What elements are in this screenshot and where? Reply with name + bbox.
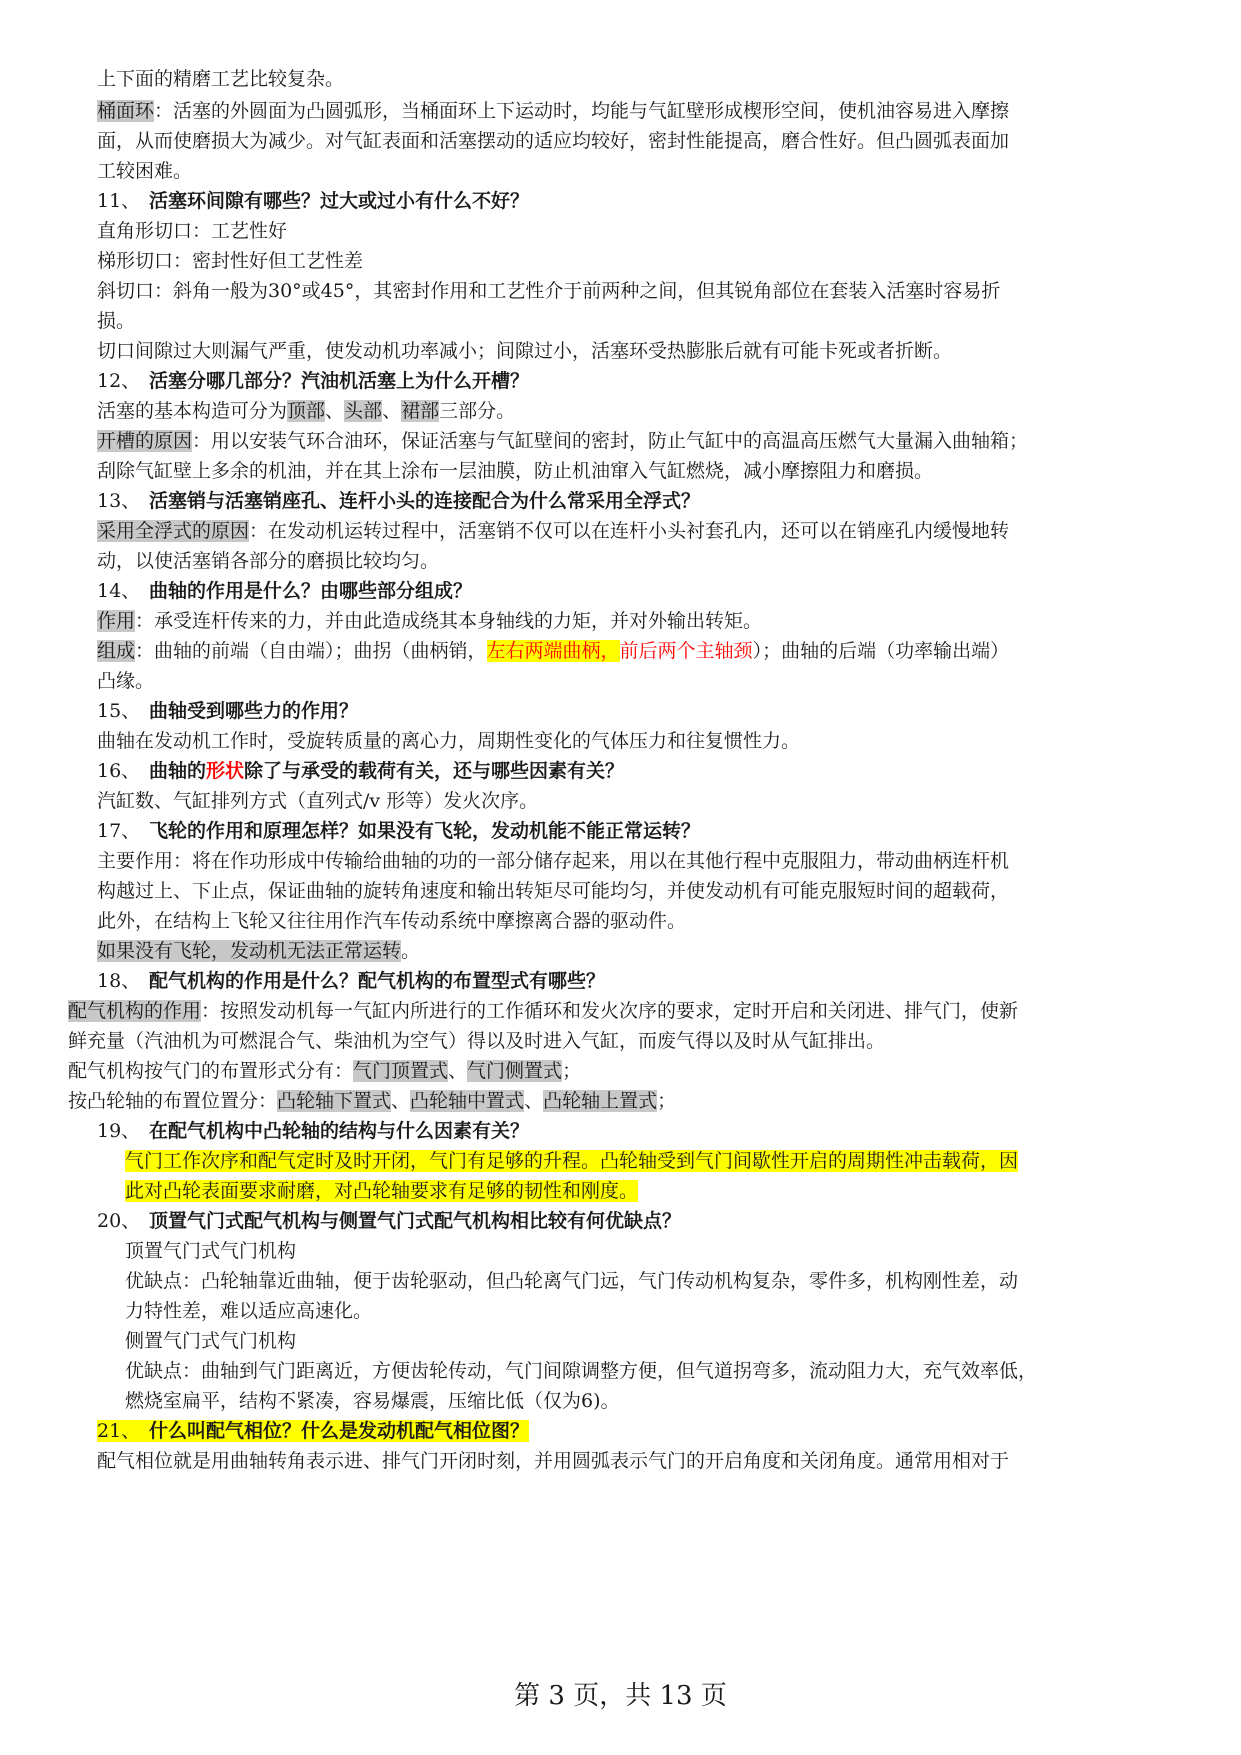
highlight-term: 如果没有飞轮，发动机无法正常运转 xyxy=(97,940,402,962)
highlight-term: 凸轮轴下置式 xyxy=(277,1090,392,1112)
text-line: 开槽的原因：用以安装气环合油环，保证活塞与气缸壁间的密封，防止气缸中的高温高压燃气大量漏入曲轴箱； xyxy=(97,430,1029,452)
text-line: 梯形切口：密封性好但工艺性差 xyxy=(97,250,364,272)
highlight-term: 头部 xyxy=(344,400,383,422)
highlight-term: 顶部 xyxy=(287,400,326,422)
highlight-term: 采用全浮式的原因 xyxy=(97,520,250,542)
highlight-term: 裙部 xyxy=(401,400,440,422)
highlight-term: 开槽的原因 xyxy=(97,430,193,452)
text-line: 优缺点：曲轴到气门距离近，方便齿轮传动，气门间隙调整方便，但气道拐弯多，流动阻力大，充气效率低， xyxy=(125,1360,1038,1382)
highlight-yellow: 气门工作次序和配气定时及时开闭，气门有足够的升程。凸轮轴受到气门间歇性开启的周期性冲击载荷，因 xyxy=(125,1150,1019,1172)
question-heading: 16、 曲轴的形状除了与承受的载荷有关，还与哪些因素有关？ xyxy=(97,760,625,782)
highlight-term: 桶面环 xyxy=(97,100,155,122)
highlight-yellow: 此对凸轮表面要求耐磨，对凸轮轴要求有足够的韧性和刚度。 xyxy=(125,1180,639,1202)
text-line: 桶面环：活塞的外圆面为凸圆弧形，当桶面环上下运动时，均能与气缸壁形成楔形空间，使机油容易进入摩擦 xyxy=(97,100,1010,122)
highlight-yellow: 左右两端曲柄， xyxy=(486,640,620,662)
question-heading: 15、 曲轴受到哪些力的作用？ xyxy=(97,700,359,722)
highlight-term: 凸轮轴中置式 xyxy=(410,1090,525,1112)
text-line: 优缺点：凸轮轴靠近曲轴，便于齿轮驱动，但凸轮离气门远，气门传动机构复杂，零件多，机构刚性差，动 xyxy=(125,1270,1019,1292)
text-line: 燃烧室扁平，结构不紧凑，容易爆震，压缩比低（仅为6)。 xyxy=(125,1390,620,1412)
page-footer: 第 3 页，共 13 页 xyxy=(514,1681,727,1711)
question-heading xyxy=(97,1416,529,1446)
text-line: 汽缸数、气缸排列方式（直列式/v 形等）发火次序。 xyxy=(97,790,539,812)
text-line xyxy=(125,1176,638,1206)
text-line: 采用全浮式的原因：在发动机运转过程中，活塞销不仅可以在连杆小头衬套孔内，还可以在销座孔内缓慢地转 xyxy=(97,520,1010,542)
text-line: 动，以使活塞销各部分的磨损比较均匀。 xyxy=(97,550,440,572)
text-line: 鲜充量（汽油机为可燃混合气、柴油机为空气）得以及时进入气缸，而废气得以及时从气缸排出。 xyxy=(68,1030,886,1052)
text-line: 如果没有飞轮，发动机无法正常运转。 xyxy=(97,940,421,962)
text-line xyxy=(125,1146,1018,1176)
text-line: 曲轴在发动机工作时，受旋转质量的离心力，周期性变化的气体压力和往复惯性力。 xyxy=(97,730,801,752)
text-line: 工较困难。 xyxy=(97,160,193,182)
question-heading: 17、 飞轮的作用和原理怎样？如果没有飞轮，发动机能不能正常运转？ xyxy=(97,820,701,842)
text-line: 配气相位就是用曲轴转角表示进、排气门开闭时刻，并用圆弧表示气门的开启角度和关闭角度。通常用相对于 xyxy=(97,1450,1010,1472)
highlight-term: 气门顶置式 xyxy=(353,1060,449,1082)
highlight-term: 凸轮轴上置式 xyxy=(543,1090,658,1112)
highlight-term: 气门侧置式 xyxy=(467,1060,563,1082)
text-line: 此外，在结构上飞轮又往往用作汽车传动系统中摩擦离合器的驱动件。 xyxy=(97,910,687,932)
text-line: 切口间隙过大则漏气严重，使发动机功率减小；间隙过小，活塞环受热膨胀后就有可能卡死或者折断。 xyxy=(97,340,953,362)
text-line: 凸缘。 xyxy=(97,670,155,692)
highlight-term: 组成 xyxy=(97,640,136,662)
text-line: 侧置气门式气门机构 xyxy=(125,1330,297,1352)
question-heading: 11、 活塞环间隙有哪些？过大或过小有什么不好？ xyxy=(97,190,530,212)
text-line: 直角形切口：工艺性好 xyxy=(97,220,288,242)
text-line: 配气机构按气门的布置形式分有：气门顶置式、气门侧置式； xyxy=(68,1060,582,1082)
highlight-term: 配气机构的作用 xyxy=(68,1000,202,1022)
text-line: 主要作用：将在作功形成中传输给曲轴的功的一部分储存起来，用以在其他行程中克服阻力，带动曲柄连杆机 xyxy=(97,850,1010,872)
text-line: 损。 xyxy=(97,310,136,332)
text-line: 配气机构的作用：按照发动机每一气缸内所进行的工作循环和发火次序的要求，定时开启和关闭进、排气门，使新 xyxy=(68,1000,1019,1022)
question-heading: 14、 曲轴的作用是什么？由哪些部分组成？ xyxy=(97,580,473,602)
highlight-yellow: 21、 什么叫配气相位？什么是发动机配气相位图？ xyxy=(97,1420,530,1442)
question-heading: 20、 顶置气门式配气机构与侧置气门式配气机构相比较有何优缺点？ xyxy=(97,1210,682,1232)
text-line: 活塞的基本构造可分为顶部、头部、裙部三部分。 xyxy=(97,400,516,422)
text-line: 作用：承受连杆传来的力，并由此造成绕其本身轴线的力矩，并对外输出转矩。 xyxy=(97,610,763,632)
text-line: 面，从而使磨损大为减少。对气缸表面和活塞摆动的适应均较好，密封性能提高，磨合性好。但凸圆弧表面加 xyxy=(97,130,1010,152)
text-line: 按凸轮轴的布置位置分：凸轮轴下置式、凸轮轴中置式、凸轮轴上置式； xyxy=(68,1090,677,1112)
question-heading: 18、 配气机构的作用是什么？配气机构的布置型式有哪些？ xyxy=(97,970,606,992)
question-heading: 12、 活塞分哪几部分？汽油机活塞上为什么开槽？ xyxy=(97,370,530,392)
text-line: 上下面的精磨工艺比较复杂。 xyxy=(97,68,345,90)
text-line: 刮除气缸壁上多余的机油，并在其上涂布一层油膜，防止机油窜入气缸燃烧，减小摩擦阻力和磨损。 xyxy=(97,460,934,482)
question-heading: 19、 在配气机构中凸轮轴的结构与什么因素有关？ xyxy=(97,1120,530,1142)
text-line: 斜切口：斜角一般为30°或45°，其密封作用和工艺性介于前两种之间，但其锐角部位在套装入活塞时容易折 xyxy=(97,280,1001,302)
text-line: 组成：曲轴的前端（自由端）；曲拐（曲柄销，左右两端曲柄，前后两个主轴颈）；曲轴的后端（功率输出端） xyxy=(97,640,1010,662)
text-line: 力特性差，难以适应高速化。 xyxy=(125,1300,373,1322)
highlight-term: 作用 xyxy=(97,610,136,632)
text-line: 顶置气门式气门机构 xyxy=(125,1240,297,1262)
question-heading: 13、 活塞销与活塞销座孔、连杆小头的连接配合为什么常采用全浮式？ xyxy=(97,490,701,512)
text-line: 构越过上、下止点，保证曲轴的旋转角速度和输出转矩尽可能均匀，并使发动机有可能克服短时间的超载荷， xyxy=(97,880,1010,902)
